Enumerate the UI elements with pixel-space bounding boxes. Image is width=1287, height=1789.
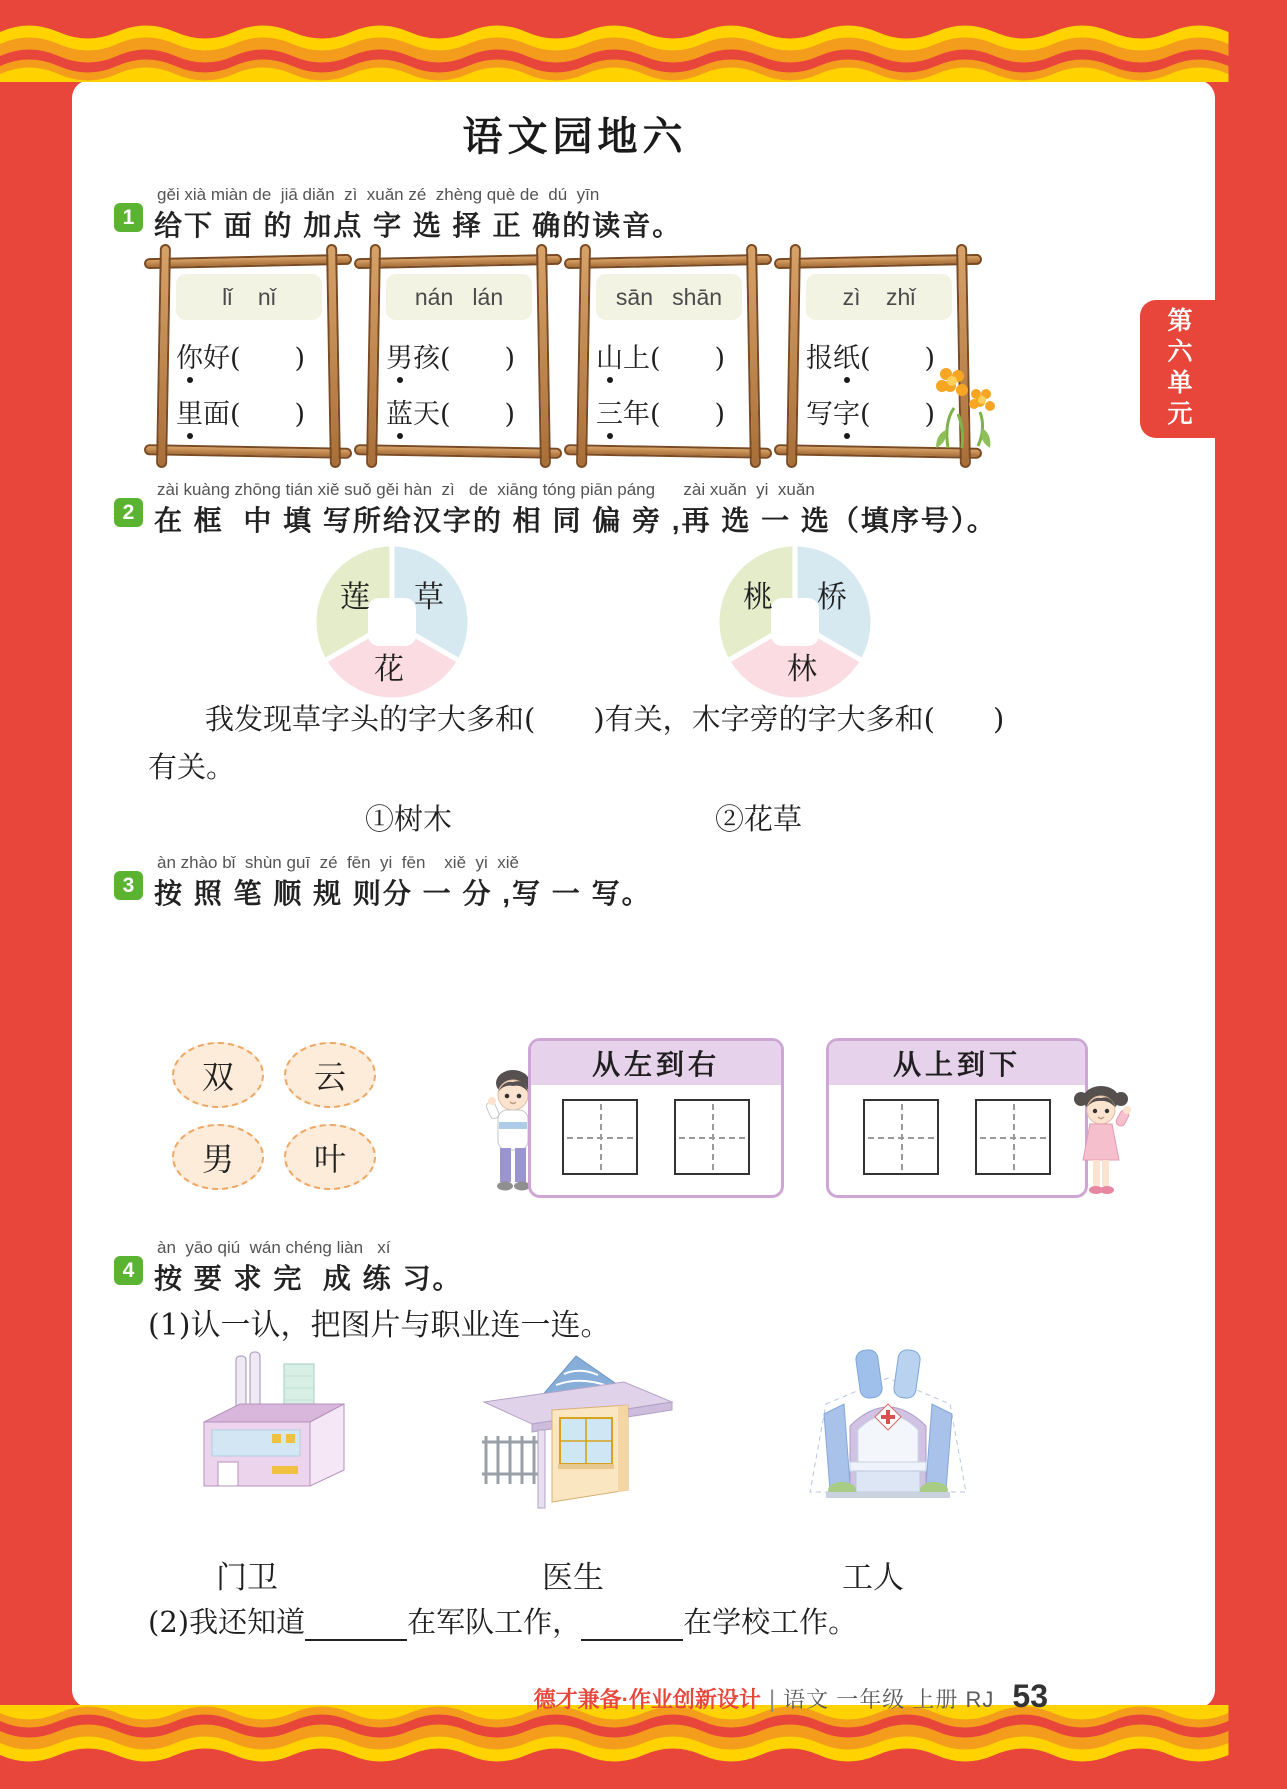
flower-icon (936, 368, 968, 396)
character-oval: 双 (172, 1042, 264, 1108)
word-row-text: 山上( ) (596, 343, 726, 374)
sub2-prefix: (2)我还知道 (148, 1605, 306, 1639)
unit-tab-label: 第六单元 (1164, 307, 1192, 431)
q1-question-text: 给下 面 的 加点 字 选 择 正 确的读音。 (154, 210, 683, 241)
factory-building (192, 1350, 357, 1502)
writing-grid-cell (562, 1099, 638, 1175)
choice-frame-1 (152, 252, 344, 460)
emphasis-dot (397, 433, 403, 439)
sub2-mid: 在军队工作， (407, 1605, 582, 1639)
circle-char: 桥 (817, 580, 847, 615)
page-title: 语文园地六 (462, 115, 688, 159)
stroke-order-box-title: 从上到下 (829, 1041, 1085, 1085)
footer-divider: | (768, 1686, 776, 1713)
q2-number-badge: 2 (114, 498, 143, 527)
q2-option-1: ①树木 (365, 802, 453, 836)
frame-stick (144, 254, 352, 269)
writing-grid-cell (975, 1099, 1051, 1175)
flower-icon (969, 389, 995, 411)
q2-pinyin: zài kuàng zhōng tián xiě suǒ gěi hàn zì de xiāng tóng piān páng zài xuǎn yi xuǎn (157, 480, 815, 499)
pinyin-choices: sān shān (596, 274, 742, 320)
writing-grid-cell (863, 1099, 939, 1175)
word-row-text: 三年( ) (596, 399, 726, 430)
radical-circle-wood (715, 542, 875, 702)
emphasis-dot (187, 433, 193, 439)
q1-number-badge: 1 (114, 203, 143, 232)
circle-char: 花 (374, 652, 404, 687)
character-oval: 叶 (284, 1124, 376, 1190)
page-number: 53 (1012, 1678, 1048, 1714)
unit-side-tab (1140, 300, 1216, 438)
word-row (806, 336, 935, 375)
word-row (596, 392, 725, 431)
frame-stick (564, 254, 772, 269)
q4-sub1-text: (1)认一认，把图片与职业连一连。 (148, 1308, 611, 1343)
girl-illustration (1070, 1082, 1132, 1202)
q2-finding-line1: 我发现草字头的字大多和( )有关，木字旁的字大多和( ) (205, 702, 1005, 736)
frame-stick (366, 244, 381, 468)
radical-write-box (368, 598, 416, 646)
word-row-text: 写字( ) (806, 399, 936, 430)
word-row-text: 你好( ) (176, 343, 306, 374)
frame-stick (156, 244, 171, 468)
fill-in-blank (305, 1605, 407, 1641)
q3-number-badge: 3 (114, 871, 143, 900)
frame-stick (326, 244, 341, 468)
word-row-text: 里面( ) (176, 399, 306, 430)
stroke-order-box-left-right (528, 1038, 784, 1198)
circle-char: 桃 (743, 580, 773, 615)
job-label-worker: 工人 (842, 1560, 904, 1596)
emphasis-dot (397, 377, 403, 383)
emphasis-dot (607, 433, 613, 439)
emphasis-dot (607, 377, 613, 383)
pinyin-choices: lǐ nǐ (176, 274, 322, 320)
frame-stick (576, 244, 591, 468)
stroke-order-box-title: 从左到右 (531, 1041, 781, 1085)
choice-frame-2 (362, 252, 554, 460)
guard-booth (476, 1350, 681, 1512)
emphasis-dot (844, 433, 850, 439)
word-row (386, 336, 515, 375)
circle-char: 林 (787, 652, 817, 687)
character-oval: 男 (172, 1124, 264, 1190)
frame-stick (144, 444, 352, 459)
frame-stick (786, 244, 801, 468)
q3-pinyin: àn zhào bǐ shùn guī zé fēn yi fēn xiě yi xiě (157, 853, 519, 872)
radical-write-box (771, 598, 819, 646)
word-row-text: 报纸( ) (806, 343, 936, 374)
footer-brand: 德才兼备·作业创新设计 (533, 1687, 761, 1712)
circle-char: 草 (414, 580, 444, 615)
stroke-order-box-top-bottom (826, 1038, 1088, 1198)
q1-pinyin: gěi xià miàn de jiā diǎn zì xuǎn zé zhèng què de dú yīn (157, 185, 600, 204)
q4-question-text: 按 要 求 完 成 练 习。 (154, 1263, 463, 1294)
footer-book-info: 语文 一年级 上册 RJ (783, 1687, 995, 1712)
word-row (176, 336, 305, 375)
pinyin-choices: nán lán (386, 274, 532, 320)
circle-char: 莲 (340, 580, 370, 615)
frame-stick (774, 254, 982, 269)
q3-question-text: 按 照 笔 顺 规 则分 一 分 ,写 一 写。 (154, 878, 652, 909)
emphasis-dot (844, 377, 850, 383)
frame-stick (354, 444, 562, 459)
page-footer (500, 1678, 1048, 1715)
word-row (596, 336, 725, 375)
q4-pinyin: àn yāo qiú wán chéng liàn xí (157, 1238, 391, 1257)
word-row-text: 男孩( ) (386, 343, 516, 374)
choice-frame-3 (572, 252, 764, 460)
fill-in-blank (581, 1605, 683, 1641)
writing-grid-cell (674, 1099, 750, 1175)
sub2-suffix: 在学校工作。 (683, 1605, 858, 1639)
q2-option-2: ②花草 (715, 802, 803, 836)
job-label-doctor: 医生 (542, 1560, 604, 1596)
q2-finding-line2: 有关。 (148, 750, 236, 784)
radical-circle-grass (312, 542, 472, 702)
q4-number-badge: 4 (114, 1256, 143, 1285)
q4-sub2-sentence (148, 1600, 857, 1641)
frame-stick (536, 244, 551, 468)
pinyin-choices: zì zhǐ (806, 274, 952, 320)
frame-stick (564, 444, 772, 459)
hospital-building (798, 1342, 978, 1512)
word-row (386, 392, 515, 431)
emphasis-dot (187, 377, 193, 383)
top-wave-border (0, 20, 1287, 82)
frame-stick (746, 244, 761, 468)
job-label-gatekeeper: 门卫 (216, 1560, 278, 1596)
character-oval: 云 (284, 1042, 376, 1108)
word-row (176, 392, 305, 431)
q2-question-text: 在 框 中 填 写所给汉字的 相 同 偏 旁 ,再 选 一 选（填序号）。 (154, 505, 997, 536)
flower-decoration (928, 350, 1000, 450)
frame-stick (354, 254, 562, 269)
word-row (806, 392, 935, 431)
word-row-text: 蓝天( ) (386, 399, 516, 430)
